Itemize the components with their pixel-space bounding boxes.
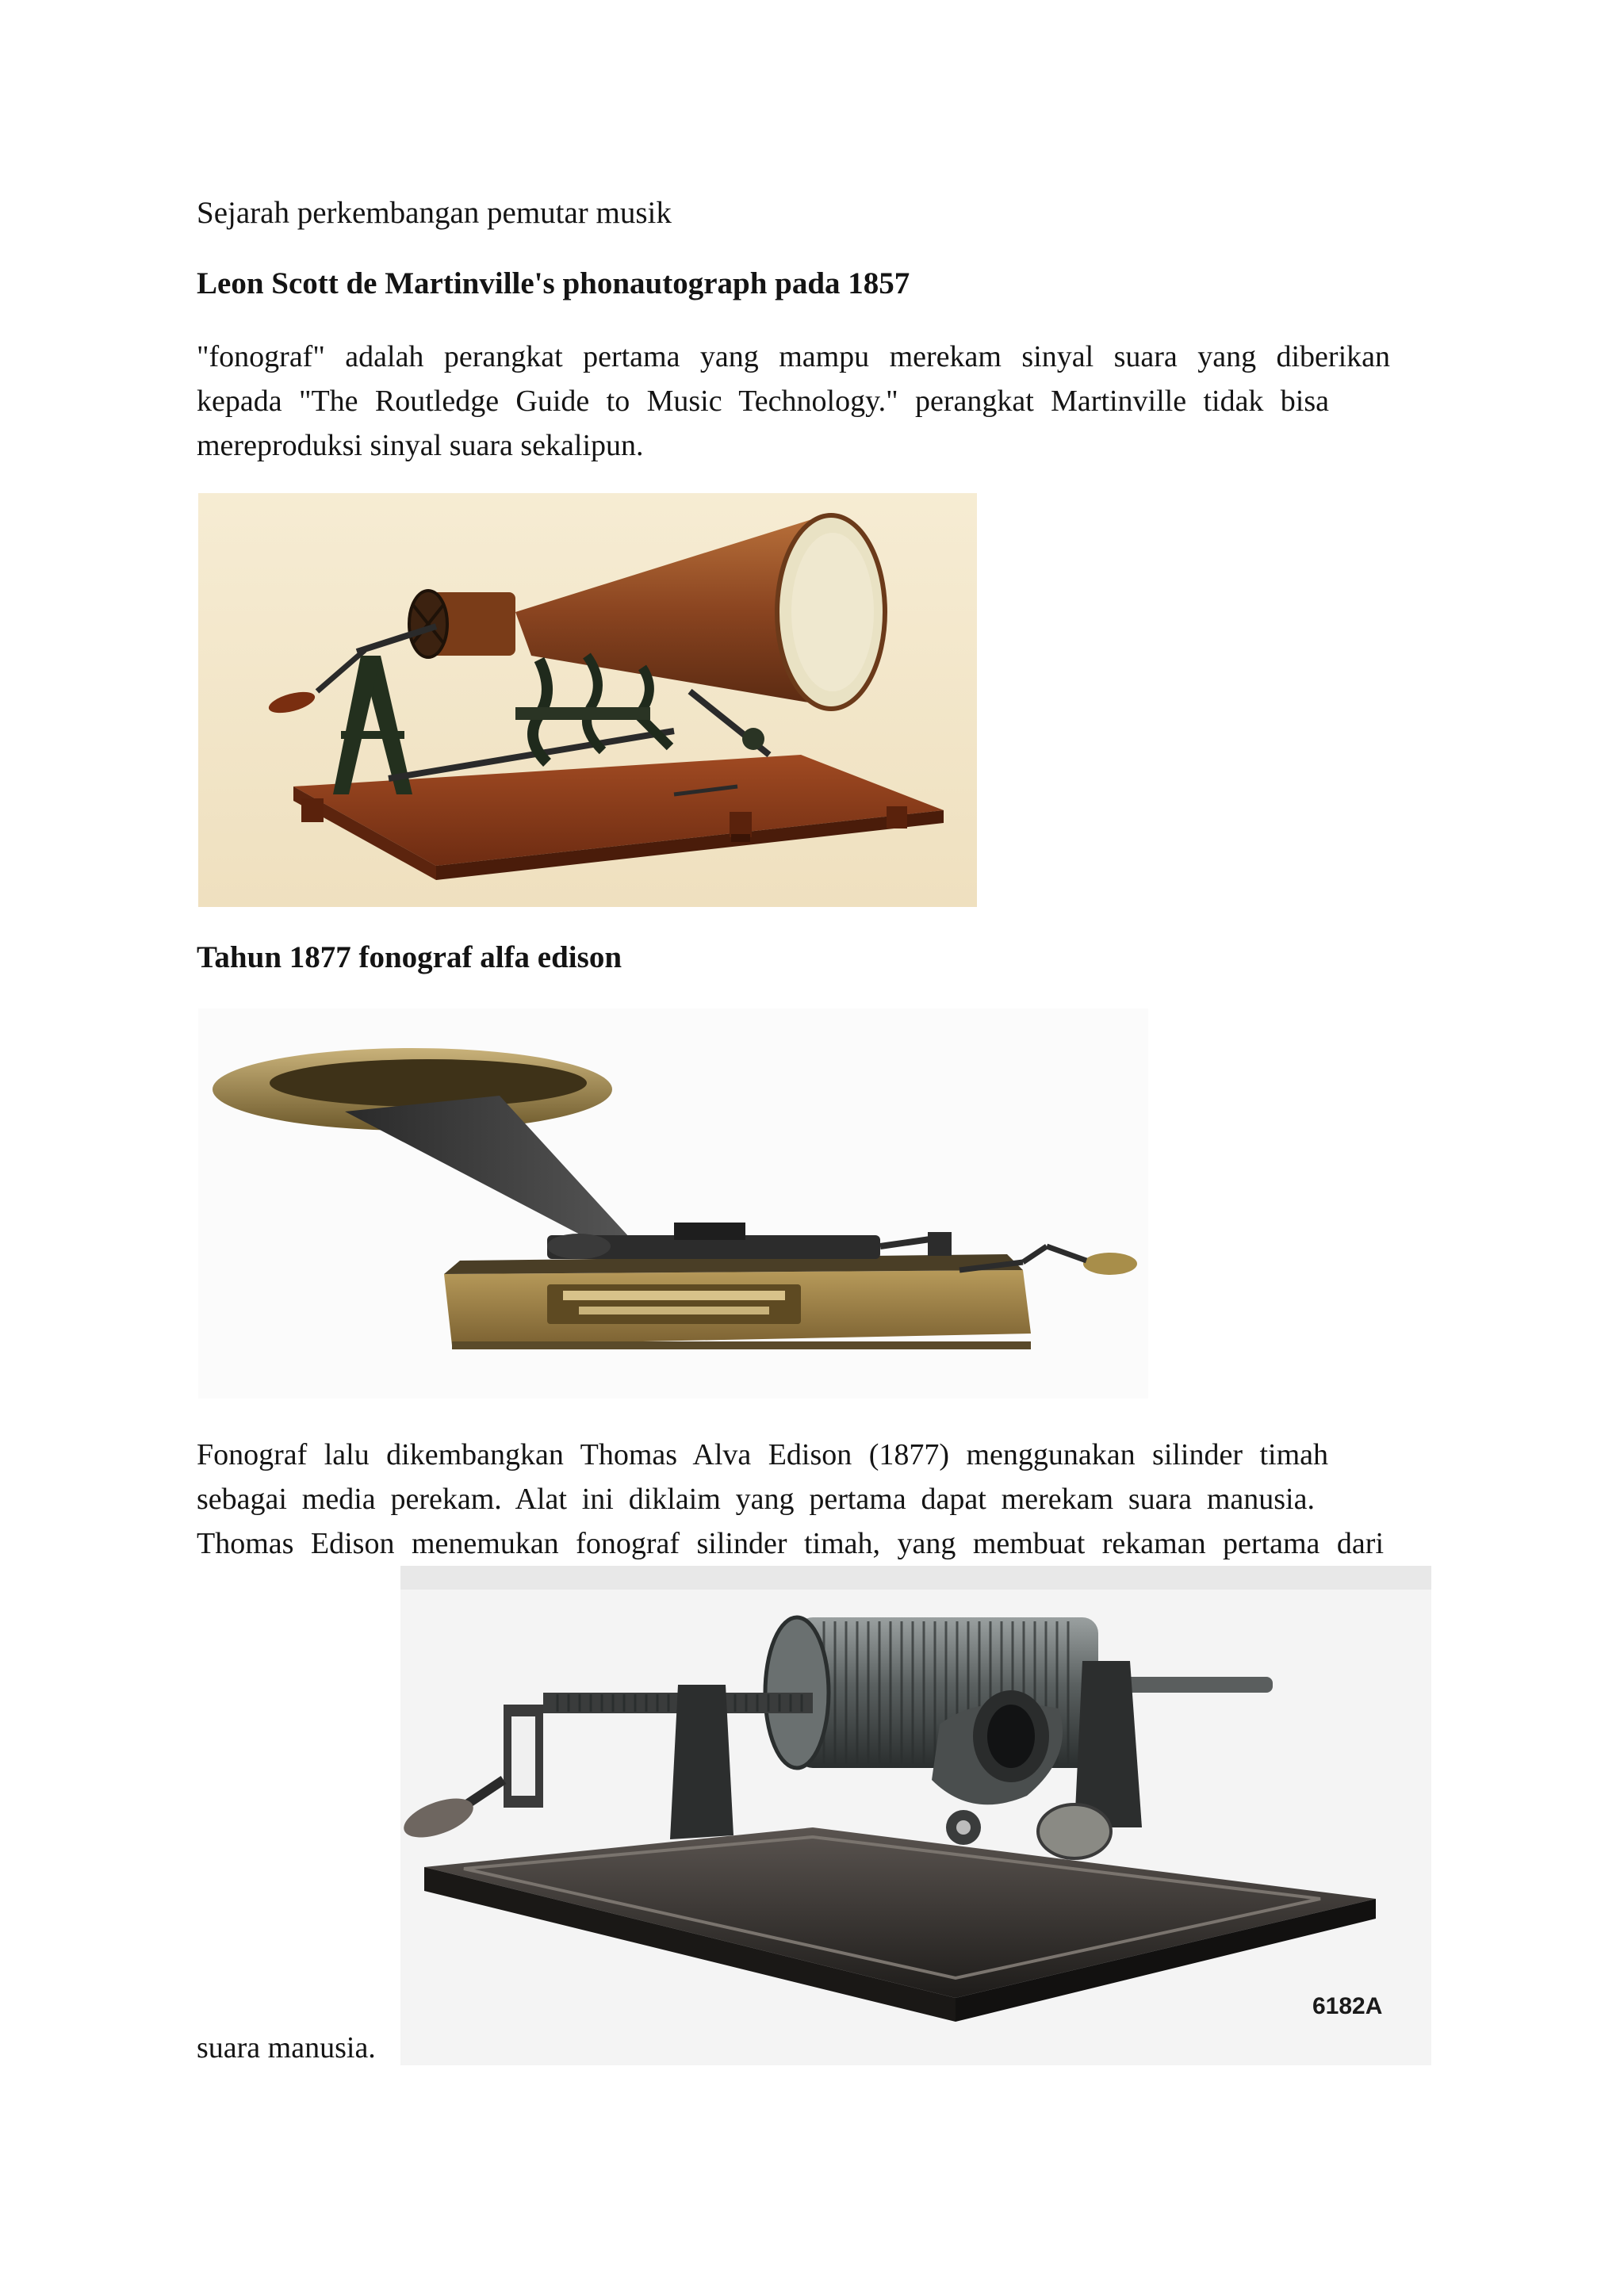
photo-label: 6182A <box>1312 1993 1383 2019</box>
section-heading-edison: Tahun 1877 fonograf alfa edison <box>197 940 622 974</box>
phonautograph-photo <box>198 493 977 907</box>
document-title: Sejarah perkembangan pemutar musik <box>197 196 672 230</box>
paragraph-line: Fonograf lalu dikembangkan Thomas Alva Edison (1877) menggunakan silinder timah <box>197 1438 1328 1471</box>
tinfoil-phonograph-photo <box>400 1566 1431 2065</box>
paragraph-line: Thomas Edison menemukan fonograf silinder timah, yang membuat rekaman pertama dari <box>197 1527 1384 1560</box>
section-heading-phonautograph: Leon Scott de Martinville's phonautograph pada 1857 <box>197 266 910 300</box>
paragraph-line: mereproduksi sinyal suara sekalipun. <box>197 429 644 462</box>
paragraph-edison <box>197 1433 1434 1566</box>
paragraph-line: sebagai media perekam. Alat ini diklaim yang pertama dapat merekam suara manusia. <box>197 1483 1315 1516</box>
paragraph-line: "fonograf" adalah perangkat pertama yang mampu merekam sinyal suara yang diberikan <box>197 340 1390 373</box>
paragraph-line: kepada "The Routledge Guide to Music Technology." perangkat Martinville tidak bisa <box>197 385 1329 418</box>
edison-phonograph-photo <box>198 1008 1148 1399</box>
paragraph-continuation: suara manusia. <box>197 2031 376 2064</box>
paragraph-phonautograph <box>197 335 1434 468</box>
